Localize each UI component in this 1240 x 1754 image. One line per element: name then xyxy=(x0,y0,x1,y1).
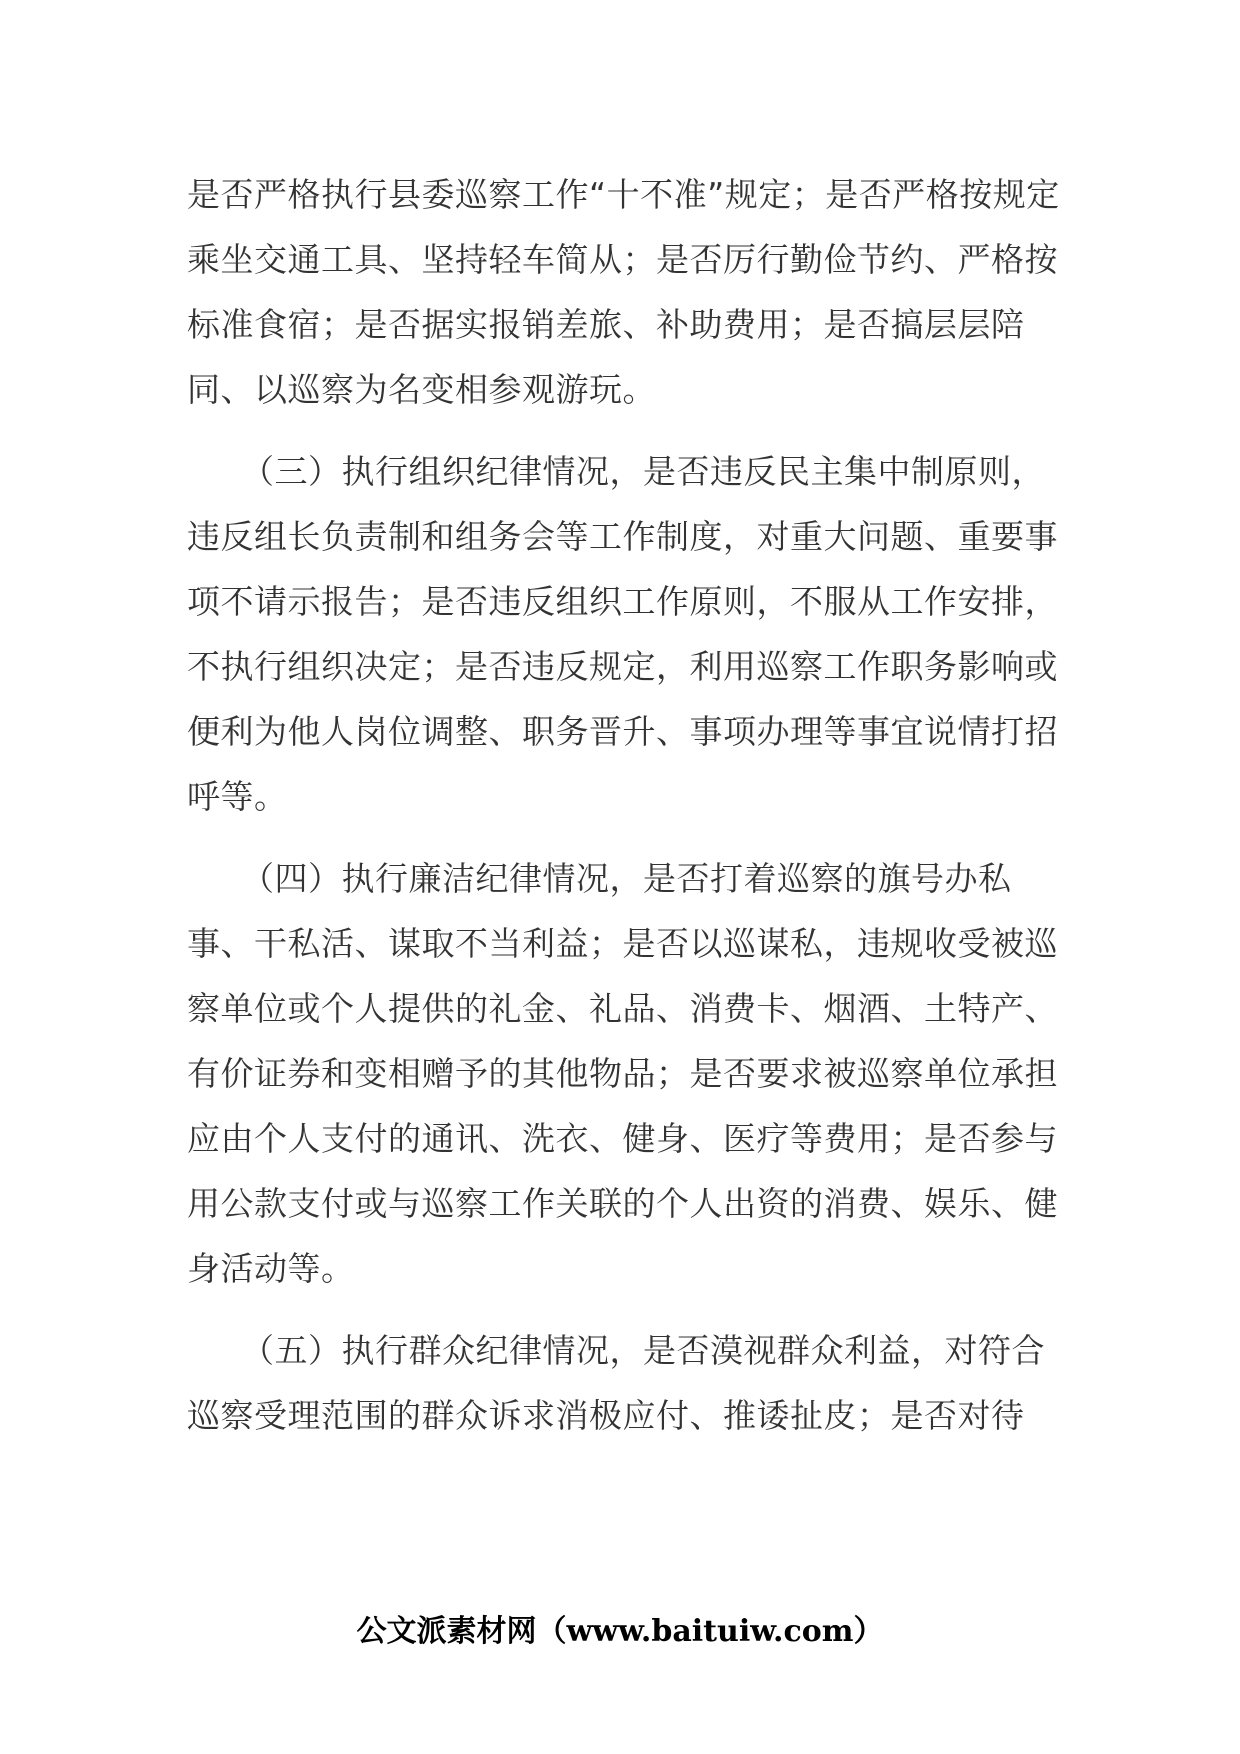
page-footer-watermark: 公文派素材网（www.baituiw.com） xyxy=(356,1614,884,1649)
paragraph-mass-discipline: （五）执行群众纪律情况，是否漠视群众利益，对符合巡察受理范围的群众诉求消极应付、推诿扯皮；是否对待 xyxy=(187,1331,1045,1435)
paragraph-integrity-discipline: （四）执行廉洁纪律情况，是否打着巡察的旗号办私事、干私活、谋取不当利益；是否以巡谋私，违规收受被巡察单位或个人提供的礼金、礼品、消费卡、烟酒、土特产、有价证券和变相赠予的其他物品；是否要求被巡察单位承担应由个人支付的通讯、洗衣、健身、医疗等费用；是否参与用公款支付或与巡察工作关联的个人出资的消费、娱乐、健身活动等。 xyxy=(187,859,1058,1288)
paragraph-organization-discipline: （三）执行组织纪律情况，是否违反民主集中制原则，违反组长负责制和组务会等工作制度，对重大问题、重要事项不请示报告；是否违反组织工作原则，不服从工作安排，不执行组织决定；是否违反规定，利用巡察工作职务影响或便利为他人岗位调整、职务晋升、事项办理等事宜说情打招呼等。 xyxy=(187,452,1058,816)
paragraph-continuation: 是否严格执行县委巡察工作“十不准”规定；是否严格按规定乘坐交通工具、坚持轻车简从；是否厉行勤俭节约、严格按标准食宿；是否据实报销差旅、补助费用；是否搞层层陪同、以巡察为名变相参观游玩。 xyxy=(187,175,1060,409)
document-body xyxy=(187,162,1067,1465)
